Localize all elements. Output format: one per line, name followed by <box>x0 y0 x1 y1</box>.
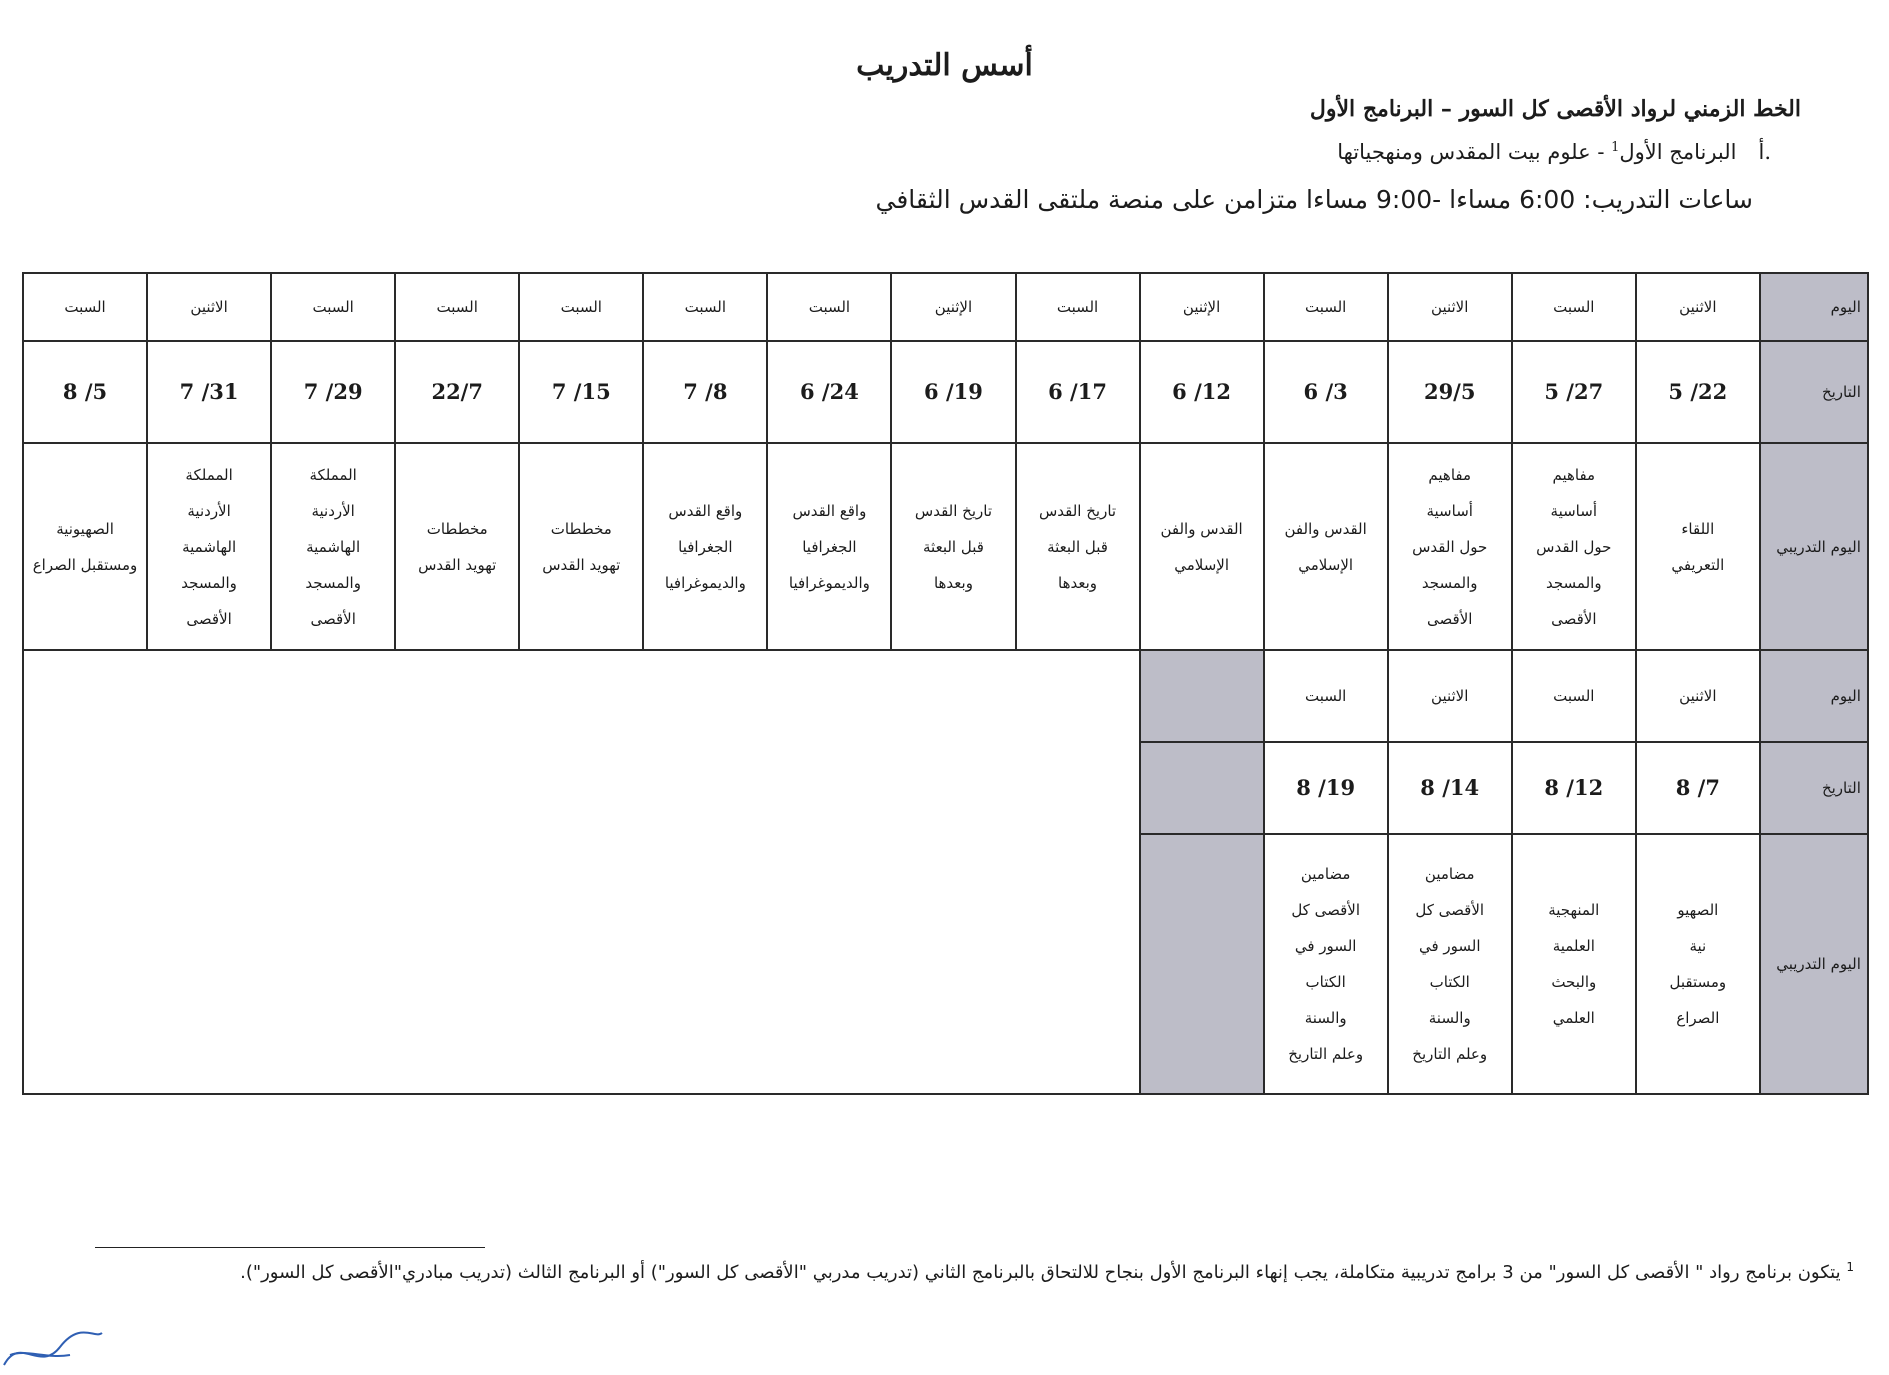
topic-line: الأقصى <box>1551 609 1597 628</box>
shaded-spacer <box>1140 834 1264 1094</box>
topic-line: الأقصى <box>1427 609 1473 628</box>
topic-line: الصهيو <box>1677 901 1719 919</box>
topic-cell <box>1140 443 1264 650</box>
topic-line: تاريخ القدس <box>1038 501 1117 520</box>
topic-line: الأقصى كل <box>1291 901 1360 919</box>
topic-row-header: اليوم التدريبي <box>1760 834 1868 1094</box>
date-cell: 22/7 <box>395 341 519 443</box>
topic-cell <box>891 443 1015 650</box>
topic-line: والمسجد <box>1545 573 1602 592</box>
program-line <box>1337 140 1771 164</box>
topic-line: السور في <box>1418 937 1481 955</box>
topic-cell <box>395 443 519 650</box>
topic-line: وبعدها <box>933 573 973 592</box>
day-cell: السبت <box>1016 273 1140 341</box>
topic-line: الأردنية <box>187 501 231 520</box>
date-cell: 19/ 8 <box>1264 742 1388 834</box>
topic-cell <box>1512 834 1636 1094</box>
topic-line: حول القدس <box>1536 537 1612 556</box>
topic-row-header: اليوم التدريبي <box>1760 443 1868 650</box>
topic-cell <box>767 443 891 650</box>
topic-cell <box>147 443 271 650</box>
topic-line: الأقصى <box>186 609 232 628</box>
topic-line: المنهجية <box>1548 901 1600 919</box>
topic-line: القدس والفن <box>1160 519 1243 538</box>
topic-line: المملكة <box>185 465 233 484</box>
topic-line: مفاهيم <box>1428 465 1472 484</box>
date-cell: 17/ 6 <box>1016 341 1140 443</box>
topic-line: مضامين <box>1424 865 1475 883</box>
page-title: أسس التدريب <box>856 48 1033 83</box>
signature-mark <box>0 1325 110 1375</box>
topic-line: السور في <box>1294 937 1357 955</box>
topic-line: أساسية <box>1550 501 1597 520</box>
topic-cell <box>23 443 147 650</box>
date-cell: 19/ 6 <box>891 341 1015 443</box>
topic-cell <box>271 443 395 650</box>
topic-line: العلمية <box>1552 937 1595 955</box>
topic-line: والمسجد <box>305 573 361 592</box>
program-subtitle: - علوم بيت المقدس ومنهجياتها <box>1337 140 1612 164</box>
topic-line: والديموغرافيا <box>788 573 870 592</box>
date-cell: 27/ 5 <box>1512 341 1636 443</box>
topic-cell <box>1388 443 1512 650</box>
date-cell: 5/ 8 <box>23 341 147 443</box>
schedule-table <box>22 272 1869 1095</box>
date-cell: 24/ 6 <box>767 341 891 443</box>
topic-line: الكتاب <box>1429 973 1470 991</box>
topic-line: مخططات <box>426 519 488 538</box>
day-row-header: اليوم <box>1760 650 1868 742</box>
topic-line: حول القدس <box>1412 537 1488 556</box>
day-cell: السبت <box>767 273 891 341</box>
topic-line: تهويد القدس <box>418 555 497 574</box>
topic-cell <box>1388 834 1512 1094</box>
topic-cell <box>1264 443 1388 650</box>
topic-line: أساسية <box>1426 501 1473 520</box>
topic-line: الصراع <box>1676 1009 1720 1027</box>
topic-line: نية <box>1689 937 1707 955</box>
program-name: البرنامج الأول <box>1619 140 1737 164</box>
topic-line: الهاشمية <box>306 537 361 556</box>
day-cell: السبت <box>519 273 643 341</box>
timeline-heading: الخط الزمني لرواد الأقصى كل السور – البرنامج الأول <box>1309 96 1801 122</box>
day-row-header: اليوم <box>1760 273 1868 341</box>
topic-line: قبل البعثة <box>923 537 984 556</box>
topic-line: التعريفي <box>1671 555 1725 574</box>
topic-line: تاريخ القدس <box>914 501 993 520</box>
footnote-separator <box>95 1247 485 1248</box>
date-cell: 29/5 <box>1388 341 1512 443</box>
day-cell: السبت <box>1512 650 1636 742</box>
topic-line: الأردنية <box>311 501 355 520</box>
topic-cell <box>1512 443 1636 650</box>
footnote-number: 1 <box>1846 1260 1854 1274</box>
table-row <box>23 650 1868 742</box>
day-cell: السبت <box>1512 273 1636 341</box>
day-cell: الاثنين <box>147 273 271 341</box>
shaded-spacer <box>1140 650 1264 742</box>
topic-line: والديموغرافيا <box>664 573 746 592</box>
topic-line: ومستقبل الصراع <box>32 555 138 574</box>
topic-line: الصهيونية <box>56 519 114 538</box>
date-cell: 3/ 6 <box>1264 341 1388 443</box>
topic-line: تهويد القدس <box>542 555 621 574</box>
topic-line: وبعدها <box>1058 573 1098 592</box>
date-cell: 31/ 7 <box>147 341 271 443</box>
day-cell: السبت <box>1264 650 1388 742</box>
day-cell: السبت <box>23 273 147 341</box>
date-cell: 12/ 8 <box>1512 742 1636 834</box>
topic-cell <box>1016 443 1140 650</box>
day-cell: الاثنين <box>1636 650 1760 742</box>
topic-cell <box>643 443 767 650</box>
date-cell: 15/ 7 <box>519 341 643 443</box>
footnote-text: يتكون برنامج رواد " الأقصى كل السور" من 3 برامج تدريبية متكاملة، يجب إنهاء البرنامج الأول بنجاح للالتحاق بالبرنامج الثاني (تدريب مدربي "الأقصى كل السور") أو البرنامج الثالث (تدريب مبادري"الأقصى كل السور"). <box>240 1262 1841 1283</box>
table-row <box>23 273 1868 341</box>
topic-line: المملكة <box>309 465 357 484</box>
list-marker: .أ <box>1758 140 1771 164</box>
date-row-header: التاريخ <box>1760 341 1868 443</box>
day-cell: الاثنين <box>1636 273 1760 341</box>
topic-line: مضامين <box>1300 865 1351 883</box>
topic-line: الإسلامي <box>1298 555 1354 574</box>
date-row-header: التاريخ <box>1760 742 1868 834</box>
date-cell: 8/ 7 <box>643 341 767 443</box>
topic-line: اللقاء <box>1681 519 1715 538</box>
footnote-ref[interactable]: 1 <box>1611 140 1620 155</box>
shaded-spacer <box>1140 742 1264 834</box>
topic-line: الجغرافيا <box>678 537 733 556</box>
day-cell: السبت <box>271 273 395 341</box>
topic-line: قبل البعثة <box>1047 537 1108 556</box>
empty-area <box>23 650 1140 1094</box>
topic-line: ومستقبل <box>1669 973 1727 991</box>
topic-line: واقع القدس <box>792 501 867 520</box>
topic-line: والمسجد <box>181 573 237 592</box>
date-cell: 14/ 8 <box>1388 742 1512 834</box>
topic-line: مخططات <box>550 519 612 538</box>
topic-line: والبحث <box>1551 973 1597 991</box>
topic-cell <box>519 443 643 650</box>
day-cell: الإثنين <box>891 273 1015 341</box>
day-cell: السبت <box>1264 273 1388 341</box>
table-row <box>23 443 1868 650</box>
topic-line: وعلم التاريخ <box>1412 1045 1488 1063</box>
day-cell: الاثنين <box>1388 650 1512 742</box>
topic-line: والسنة <box>1428 1009 1471 1027</box>
day-cell: السبت <box>395 273 519 341</box>
topic-line: الهاشمية <box>182 537 237 556</box>
topic-line: القدس والفن <box>1284 519 1367 538</box>
topic-line: الأقصى كل <box>1415 901 1485 919</box>
topic-line: والسنة <box>1304 1009 1347 1027</box>
date-cell: 12/ 6 <box>1140 341 1264 443</box>
topic-line: العلمي <box>1552 1009 1595 1027</box>
topic-line: واقع القدس <box>668 501 743 520</box>
table-row <box>23 341 1868 443</box>
topic-cell <box>1264 834 1388 1094</box>
date-cell: 22/ 5 <box>1636 341 1760 443</box>
date-cell: 29/ 7 <box>271 341 395 443</box>
topic-line: وعلم التاريخ <box>1288 1045 1364 1063</box>
footnote <box>92 1253 1854 1287</box>
training-hours: ساعات التدريب: 6:00 مساءا -9:00 مساءا متزامن على منصة ملتقى القدس الثقافي <box>875 185 1753 214</box>
day-cell: السبت <box>643 273 767 341</box>
day-cell: الاثنين <box>1388 273 1512 341</box>
date-cell: 7/ 8 <box>1636 742 1760 834</box>
topic-line: الكتاب <box>1305 973 1346 991</box>
topic-line: والمسجد <box>1421 573 1478 592</box>
topic-line: الإسلامي <box>1174 555 1229 574</box>
topic-cell <box>1636 443 1760 650</box>
day-cell: الإثنين <box>1140 273 1264 341</box>
topic-cell <box>1636 834 1760 1094</box>
topic-line: الجغرافيا <box>802 537 857 556</box>
topic-line: الأقصى <box>310 609 356 628</box>
topic-line: مفاهيم <box>1552 465 1596 484</box>
